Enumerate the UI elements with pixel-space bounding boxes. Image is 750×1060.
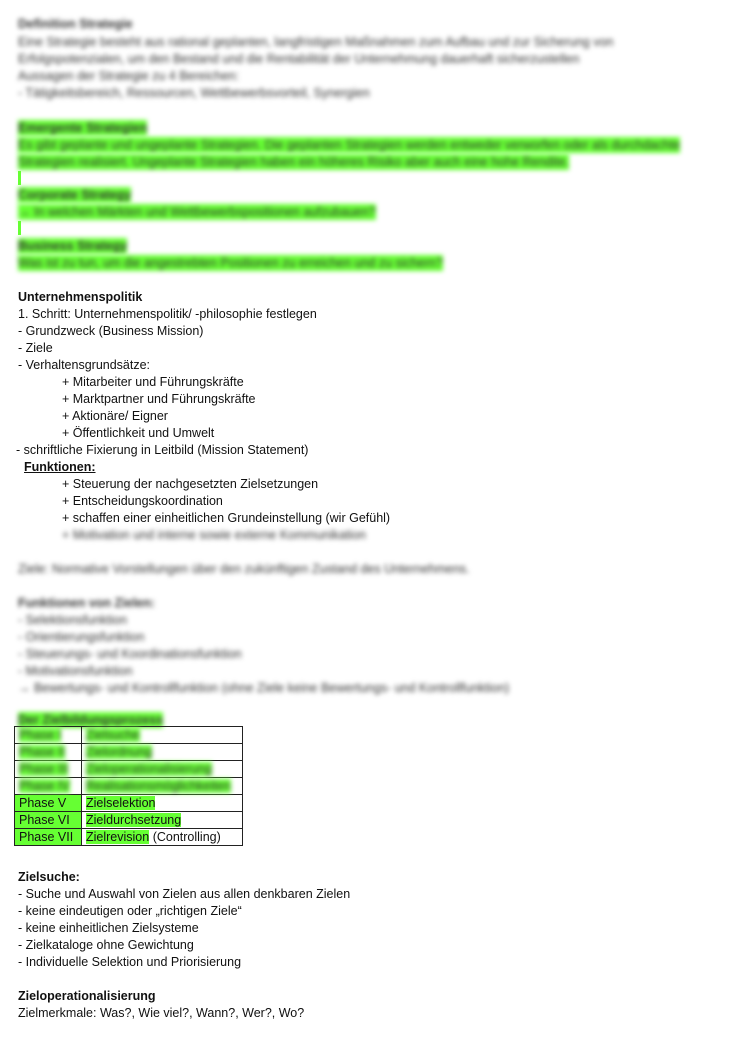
phase-label: Phase I	[19, 728, 62, 742]
phase-label: Phase II	[19, 745, 65, 759]
zielfunktion-item: - Steuerungs- und Koordinationsfunktion	[18, 647, 242, 661]
emergent-text: Strategien realisiert. Ungeplante Strategien haben ein höheres Risiko aber auch eine hohe Rendite.	[18, 155, 570, 169]
zielsuche-title: Zielsuche:	[18, 870, 80, 884]
table-row	[15, 778, 243, 795]
zielsuche-item: - Individuelle Selektion und Priorisierung	[18, 955, 242, 969]
phase-name: Zielordnung	[86, 745, 153, 759]
verhalten-item: + Öffentlichkeit und Umwelt	[62, 426, 215, 440]
phase-table	[14, 726, 243, 846]
zielbildung-title: Der Zielbildungsprozess	[18, 713, 164, 727]
funktionen-von-zielen-title: Funktionen von Zielen:	[18, 596, 155, 610]
operationalisierung-title: Zieloperationalisierung	[18, 989, 156, 1003]
strategie-text: Erfolgspotenzialen, um den Bestand und die Rentabilität der Unternehmung dauerhaft sicherzustellen	[18, 52, 580, 66]
phase-name: Zieloperationalisierung	[86, 762, 212, 776]
strategie-title: Definition Strategie	[18, 17, 133, 31]
corporate-title: Corporate Strategy	[18, 188, 132, 202]
emergent-text: Es gibt geplante und ungeplante Strategien. Die geplanten Strategien werden entweder verworfen oder als durchdachte	[18, 138, 681, 152]
table-row	[15, 829, 243, 846]
table-row	[15, 812, 243, 829]
politik-item: - Grundzweck (Business Mission)	[18, 324, 204, 338]
funktion-item: + schaffen einer einheitlichen Grundeinstellung (wir Gefühl)	[62, 511, 391, 525]
zielsuche-item: - keine eindeutigen oder „richtigen Ziele“	[18, 904, 242, 918]
strategie-text: Aussagen der Strategie zu 4 Bereichen:	[18, 69, 239, 83]
politik-title: Unternehmenspolitik	[18, 290, 143, 304]
phase-label: Phase VII	[15, 829, 82, 846]
ziele-definition: Ziele: Normative Vorstellungen über den zukünftigen Zustand des Unternehmens.	[18, 562, 470, 576]
phase-name: Realisationsmöglichkeiten	[86, 779, 231, 793]
table-row	[15, 761, 243, 778]
phase-label: Phase VI	[15, 812, 82, 829]
zielfunktion-item: - Selektionsfunktion	[18, 613, 128, 627]
operationalisierung-text: Zielmerkmale: Was?, Wie viel?, Wann?, Wer?, Wo?	[18, 1006, 305, 1020]
politik-item: - schriftliche Fixierung in Leitbild (Mission Statement)	[16, 443, 309, 457]
phase-label: Phase IV	[19, 779, 70, 793]
business-title: Business Strategy	[18, 239, 128, 253]
zielsuche-item: - keine einheitlichen Zielsysteme	[18, 921, 199, 935]
phase-suffix: (Controlling)	[149, 830, 221, 844]
zielfunktion-item: - Motivationsfunktion	[18, 664, 133, 678]
emergent-title: Emergente Strategien	[18, 121, 148, 135]
verhalten-item: + Marktpartner und Führungskräfte	[62, 392, 256, 406]
business-text: Was ist zu tun, um die angestrebten Positionen zu erreichen und zu sichern?	[18, 256, 443, 270]
funktion-item: + Steuerung der nachgesetzten Zielsetzungen	[62, 477, 319, 491]
table-row	[15, 744, 243, 761]
zielfunktion-item: - Orientierungsfunktion	[18, 630, 145, 644]
politik-step: 1. Schritt: Unternehmenspolitik/ -philosophie festlegen	[18, 307, 317, 321]
politik-item: - Ziele	[18, 341, 53, 355]
strategie-text: Eine Strategie besteht aus rational geplanten, langfristigen Maßnahmen zum Aufbau und zur Sicherung von	[18, 35, 614, 49]
strategie-text: - Tätigkeitsbereich, Ressourcen, Wettbewerbsvorteil, Synergien	[18, 86, 370, 100]
highlight-marker	[18, 221, 21, 235]
zielfunktion-item: → Bewertungs- und Kontrollfunktion (ohne Ziele keine Bewertungs- und Kontrollfunktion)	[18, 681, 510, 695]
phase-label: Phase III	[19, 762, 69, 776]
table-row	[15, 795, 243, 812]
phase-name: Zielsuche	[86, 728, 140, 742]
politik-item: - Verhaltensgrundsätze:	[18, 358, 151, 372]
phase-label: Phase V	[15, 795, 82, 812]
funktion-item: + Entscheidungskoordination	[62, 494, 223, 508]
zielsuche-item: - Zielkataloge ohne Gewichtung	[18, 938, 194, 952]
phase-name: Zielrevision	[86, 830, 150, 844]
verhalten-item: + Aktionäre/ Eigner	[62, 409, 168, 423]
zielsuche-item: - Suche und Auswahl von Zielen aus allen denkbaren Zielen	[18, 887, 351, 901]
verhalten-item: + Mitarbeiter und Führungskräfte	[62, 375, 244, 389]
phase-name: Zieldurchsetzung	[86, 813, 182, 827]
highlight-marker	[18, 171, 21, 185]
phase-name: Zielselektion	[86, 796, 156, 810]
funktion-item: + Motivation und interne sowie externe Kommunikation	[62, 528, 366, 542]
table-row	[15, 727, 243, 744]
funktionen-label: Funktionen:	[24, 460, 96, 474]
corporate-text: → In welchen Märkten und Wettbewerbspositionen aufzubauen?	[18, 205, 376, 219]
